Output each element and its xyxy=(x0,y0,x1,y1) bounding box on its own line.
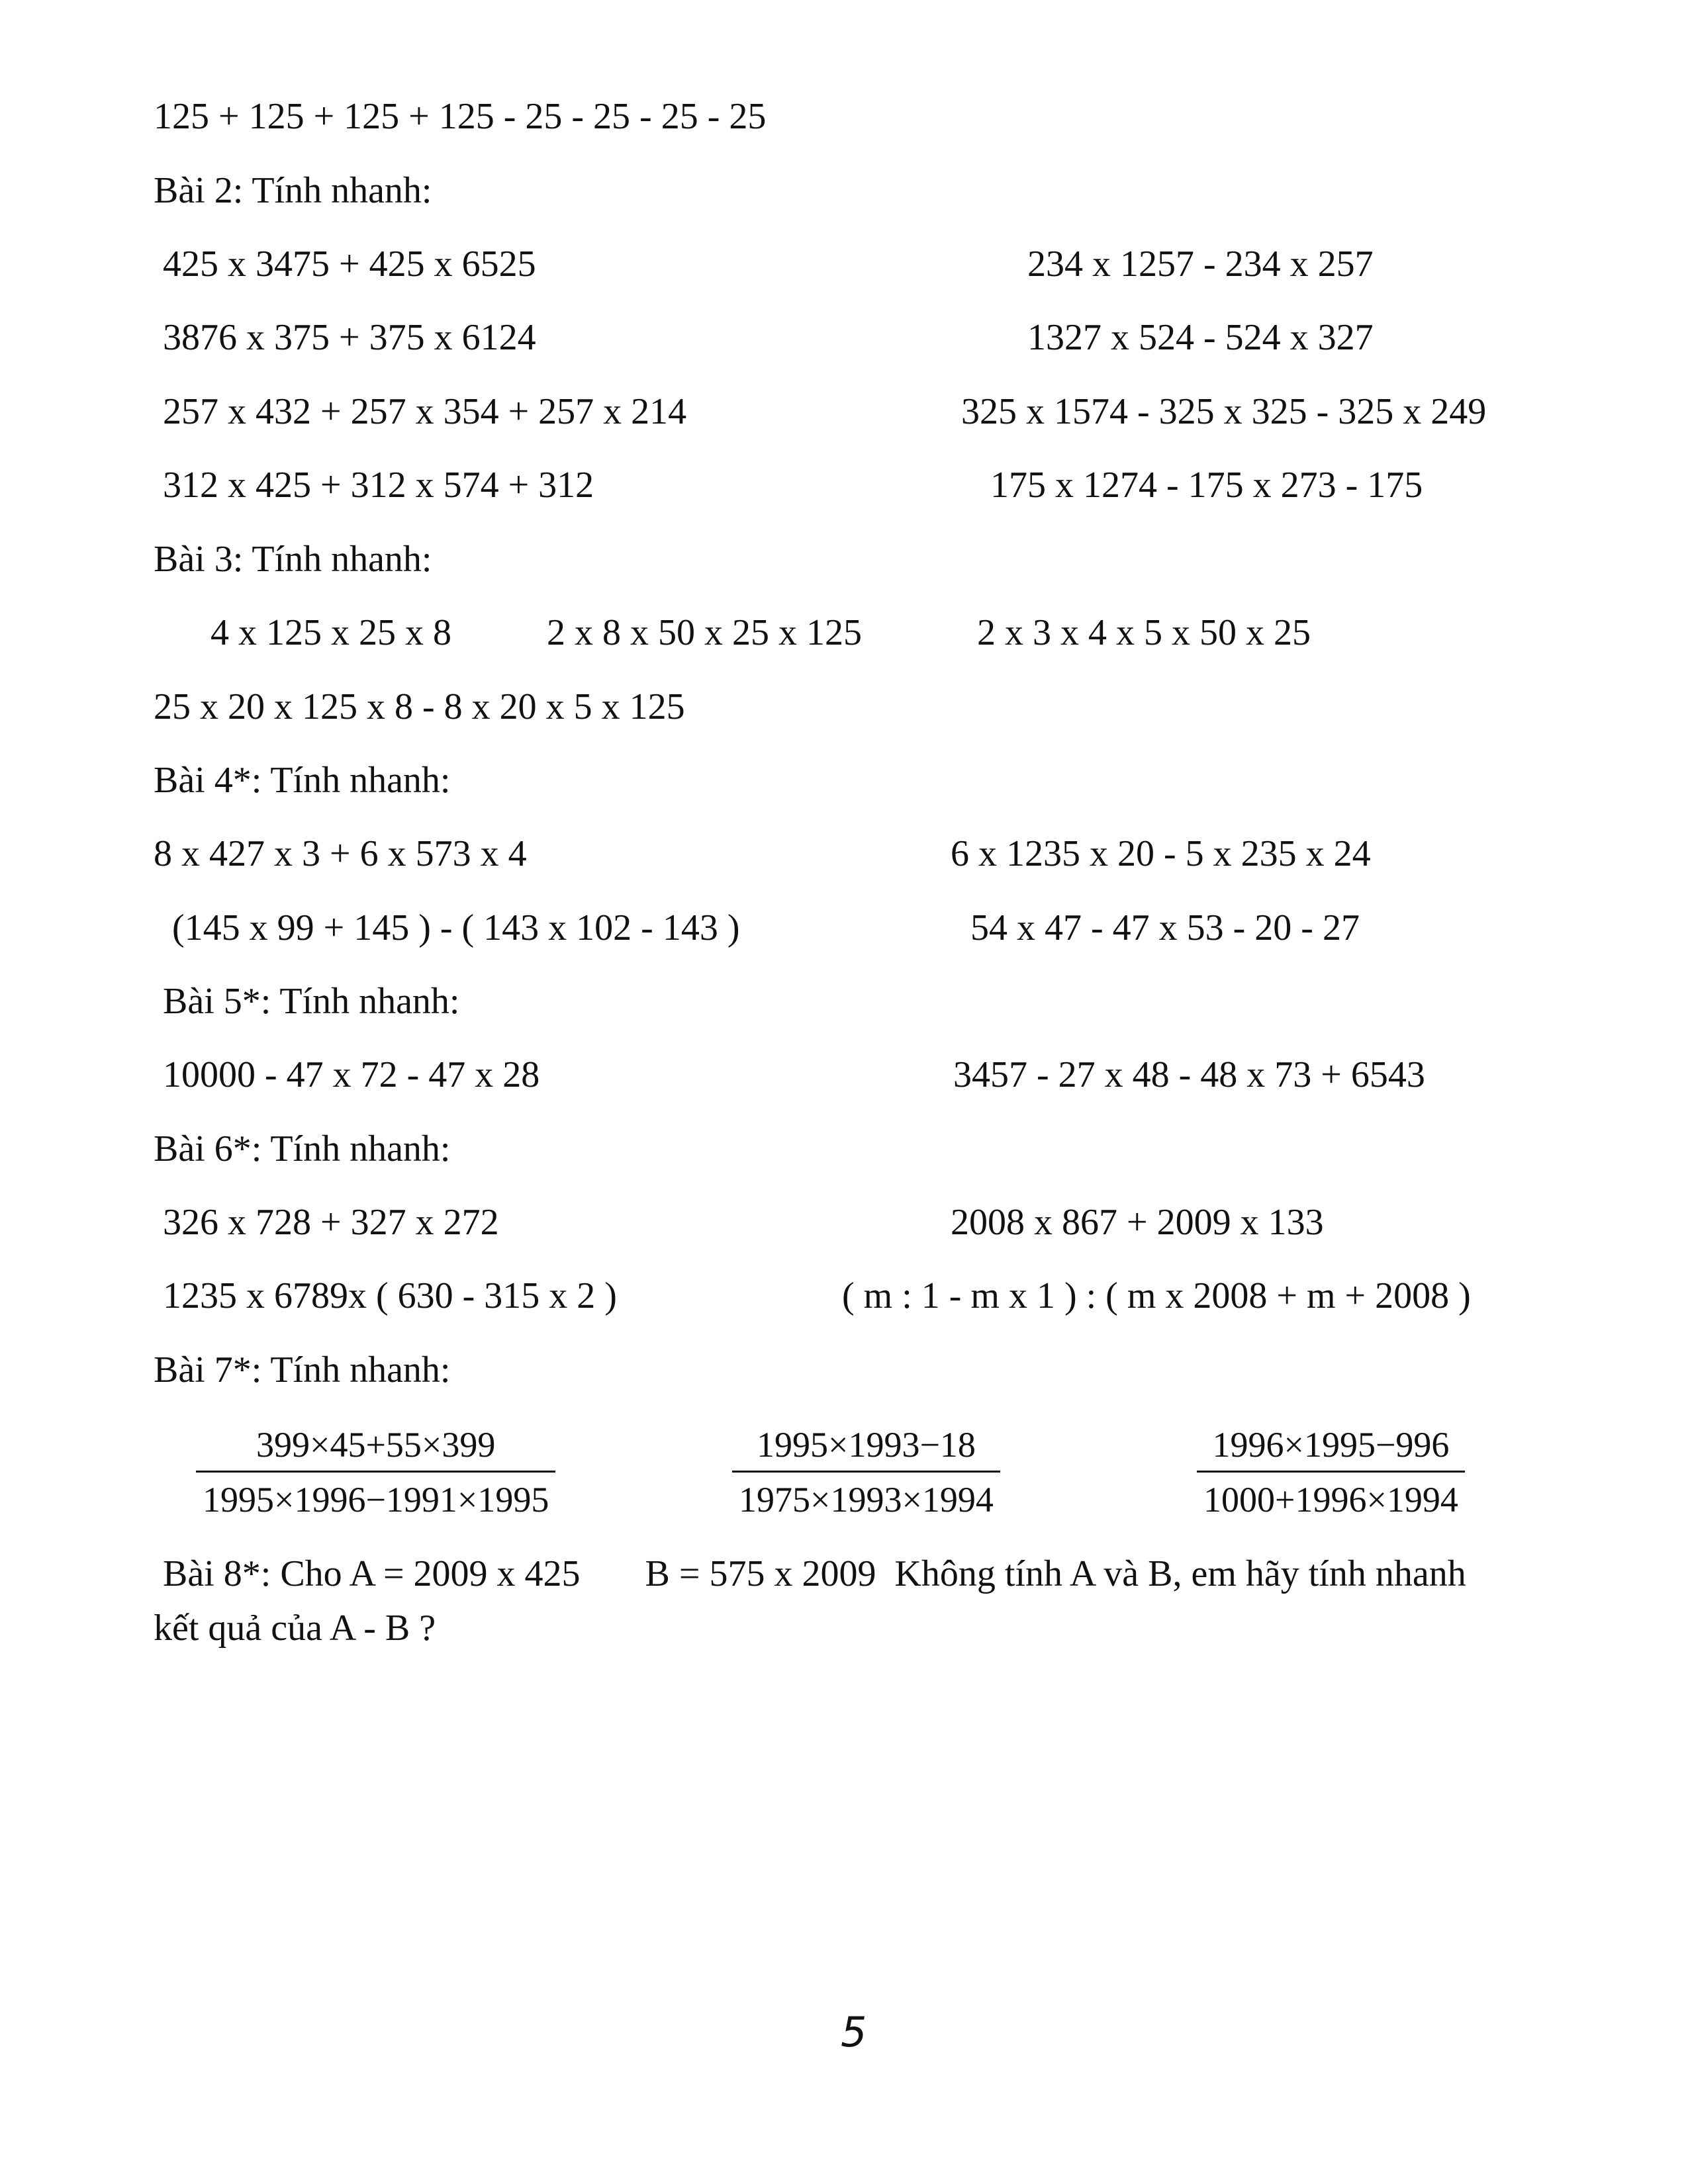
heading-bai-6: Bài 6*: Tính nhanh: xyxy=(154,1128,451,1169)
bai6-right-1: 2008 x 867 + 2009 x 133 xyxy=(951,1202,1324,1243)
fraction-3 xyxy=(1197,1427,1465,1518)
heading-bai-3: Bài 3: Tính nhanh: xyxy=(154,539,432,580)
bai6-left-2: 1235 x 6789x ( 630 - 315 x 2 ) xyxy=(163,1275,617,1316)
heading-bai-7: Bài 7*: Tính nhanh: xyxy=(154,1349,451,1390)
bai4-left-2: (145 x 99 + 145 ) - ( 143 x 102 - 143 ) xyxy=(172,907,740,948)
bai2-right-2: 1327 x 524 - 524 x 327 xyxy=(1027,317,1374,358)
heading-bai-4: Bài 4*: Tính nhanh: xyxy=(154,760,451,801)
bai5-right: 3457 - 27 x 48 - 48 x 73 + 6543 xyxy=(953,1054,1425,1095)
fraction-2 xyxy=(732,1427,1000,1518)
bai3-expr-3: 2 x 3 x 4 x 5 x 50 x 25 xyxy=(977,612,1311,653)
bai6-left-1: 326 x 728 + 327 x 272 xyxy=(163,1202,499,1243)
bai3-expr-4: 25 x 20 x 125 x 8 - 8 x 20 x 5 x 125 xyxy=(154,686,685,727)
bai3-expr-1: 4 x 125 x 25 x 8 xyxy=(211,612,451,653)
expression-top: 125 + 125 + 125 + 125 - 25 - 25 - 25 - 25 xyxy=(154,96,767,137)
heading-bai-2: Bài 2: Tính nhanh: xyxy=(154,170,432,211)
bai2-left-1: 425 x 3475 + 425 x 6525 xyxy=(163,244,536,285)
bai2-left-4: 312 x 425 + 312 x 574 + 312 xyxy=(163,465,594,506)
bai2-left-3: 257 x 432 + 257 x 354 + 257 x 214 xyxy=(163,391,687,432)
fraction-3-numerator: 1996×1995−996 xyxy=(1212,1425,1450,1465)
fraction-2-numerator: 1995×1993−18 xyxy=(757,1425,976,1465)
bai3-expr-2: 2 x 8 x 50 x 25 x 125 xyxy=(547,612,862,653)
bai2-right-4: 175 x 1274 - 175 x 273 - 175 xyxy=(990,465,1423,506)
fraction-1 xyxy=(196,1427,555,1518)
fraction-2-denominator: 1975×1993×1994 xyxy=(739,1480,994,1520)
bai4-right-1: 6 x 1235 x 20 - 5 x 235 x 24 xyxy=(951,833,1371,874)
fraction-3-denominator: 1000+1996×1994 xyxy=(1203,1480,1458,1520)
bai4-left-1: 8 x 427 x 3 + 6 x 573 x 4 xyxy=(154,833,527,874)
fraction-1-denominator: 1995×1996−1991×1995 xyxy=(203,1480,549,1520)
bai2-left-2: 3876 x 375 + 375 x 6124 xyxy=(163,317,536,358)
bai2-right-1: 234 x 1257 - 234 x 257 xyxy=(1027,244,1374,285)
bai6-right-2: ( m : 1 - m x 1 ) : ( m x 2008 + m + 2008 ) xyxy=(842,1275,1471,1316)
bai5-left: 10000 - 47 x 72 - 47 x 28 xyxy=(163,1054,540,1095)
fraction-1-numerator: 399×45+55×399 xyxy=(256,1425,496,1465)
bai8-line-2: kết quả của A - B ? xyxy=(154,1608,436,1649)
bai4-right-2: 54 x 47 - 47 x 53 - 20 - 27 xyxy=(970,907,1360,948)
page-number: 5 xyxy=(841,2008,867,2056)
bai8-line-1: Bài 8*: Cho A = 2009 x 425 B = 575 x 2009 Không tính A và B, em hãy tính nhanh xyxy=(163,1553,1466,1594)
bai2-right-3: 325 x 1574 - 325 x 325 - 325 x 249 xyxy=(961,391,1487,432)
heading-bai-5: Bài 5*: Tính nhanh: xyxy=(163,981,460,1022)
